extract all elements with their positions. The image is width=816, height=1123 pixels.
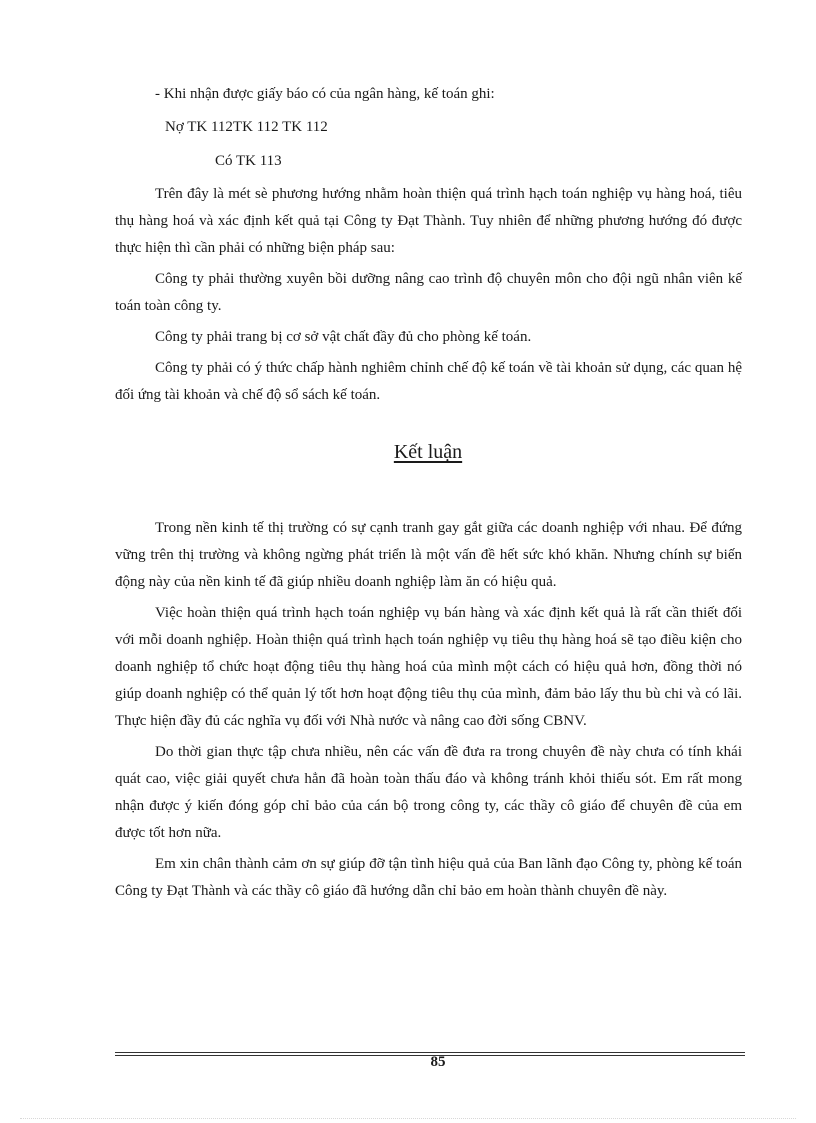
paragraph-training: Công ty phải thường xuyên bồi dưỡng nâng cao trình độ chuyên môn cho đội ngũ nhân viên kế toán toàn công ty. [115,271,742,314]
footer-rule-top [115,1052,745,1053]
paragraph-directions: Trên đây là mét sè phương hướng nhằm hoàn thiện quá trình hạch toán nghiệp vụ hàng hoá, tiêu thụ hàng hoá và xác định kết quả tại Công ty Đạt Thành. Tuy nhiên để những phương hướng đó được thực hiện thì cần phải có những biện pháp sau: [115,186,742,256]
conclusion-paragraphs [115,515,742,905]
conclusion-heading: Kết luận [393,441,463,463]
intro-line-credit-entry: Có TK 113 [215,153,282,169]
paragraph-equipment: Công ty phải trang bị cơ sở vật chất đầy đủ cho phòng kế toán. [155,329,532,345]
paragraph-thanks: Em xin chân thành cảm ơn sự giúp đỡ tận tình hiệu quả của Ban lãnh đạo Công ty, phòng kế toán Công ty Đạt Thành và các thầy cô giáo đã hướng dẫn chỉ bảo em hoàn thành chuyên đề này. [115,856,742,899]
top-paragraphs [115,181,742,409]
paragraph-limitations: Do thời gian thực tập chưa nhiều, nên các vấn đề đưa ra trong chuyên đề này chưa có tính khái quát cao, việc giải quyết chưa hẳn đã hoàn toàn thấu đáo và không tránh khỏi thiếu sót. Em rất mong nhận được ý kiến đóng góp chỉ bảo của cán bộ trong công ty, các thầy cô giáo để chuyên đề của em được tốt hơn nữa. [115,744,742,841]
paragraph-improvement: Việc hoàn thiện quá trình hạch toán nghiệp vụ bán hàng và xác định kết quả là rất cần thiết đối với mỗi doanh nghiệp. Hoàn thiện quá trình hạch toán nghiệp vụ tiêu thụ hàng hoá sẽ tạo điều kiện cho doanh nghiệp tổ chức hoạt động tiêu thụ hàng hoá của mình một cách có hiệu quả hơn, đồng thời nó giúp doanh nghiệp có thể quản lý tốt hơn hoạt động tiêu thụ của mình, đảm bảo lấy thu bù chi và có lãi. Thực hiện đầy đủ các nghĩa vụ đối với Nhà nước và nâng cao đời sống CBNV. [115,605,742,729]
intro-line-debit-entry: Nợ TK 112TK 112 TK 112 [165,119,328,135]
page-edge-divider [20,1118,796,1119]
paragraph-compliance: Công ty phải có ý thức chấp hành nghiêm chỉnh chế độ kế toán về tài khoản sử dụng, các quan hệ đối ứng tài khoản và chế độ sổ sách kế toán. [115,360,742,403]
page-number: 85 [430,1054,446,1070]
paragraph-market: Trong nền kinh tế thị trường có sự cạnh tranh gay gắt giữa các doanh nghiệp với nhau. Để đứng vững trên thị trường và không ngừng phát triển là một vấn đề hết sức khó khăn. Nhưng chính sự biến động này của nền kinh tế đã giúp nhiều doanh nghiệp làm ăn có hiệu quả. [115,520,742,590]
intro-line-bank-notice: - Khi nhận được giấy báo có của ngân hàng, kế toán ghi: [155,86,495,102]
